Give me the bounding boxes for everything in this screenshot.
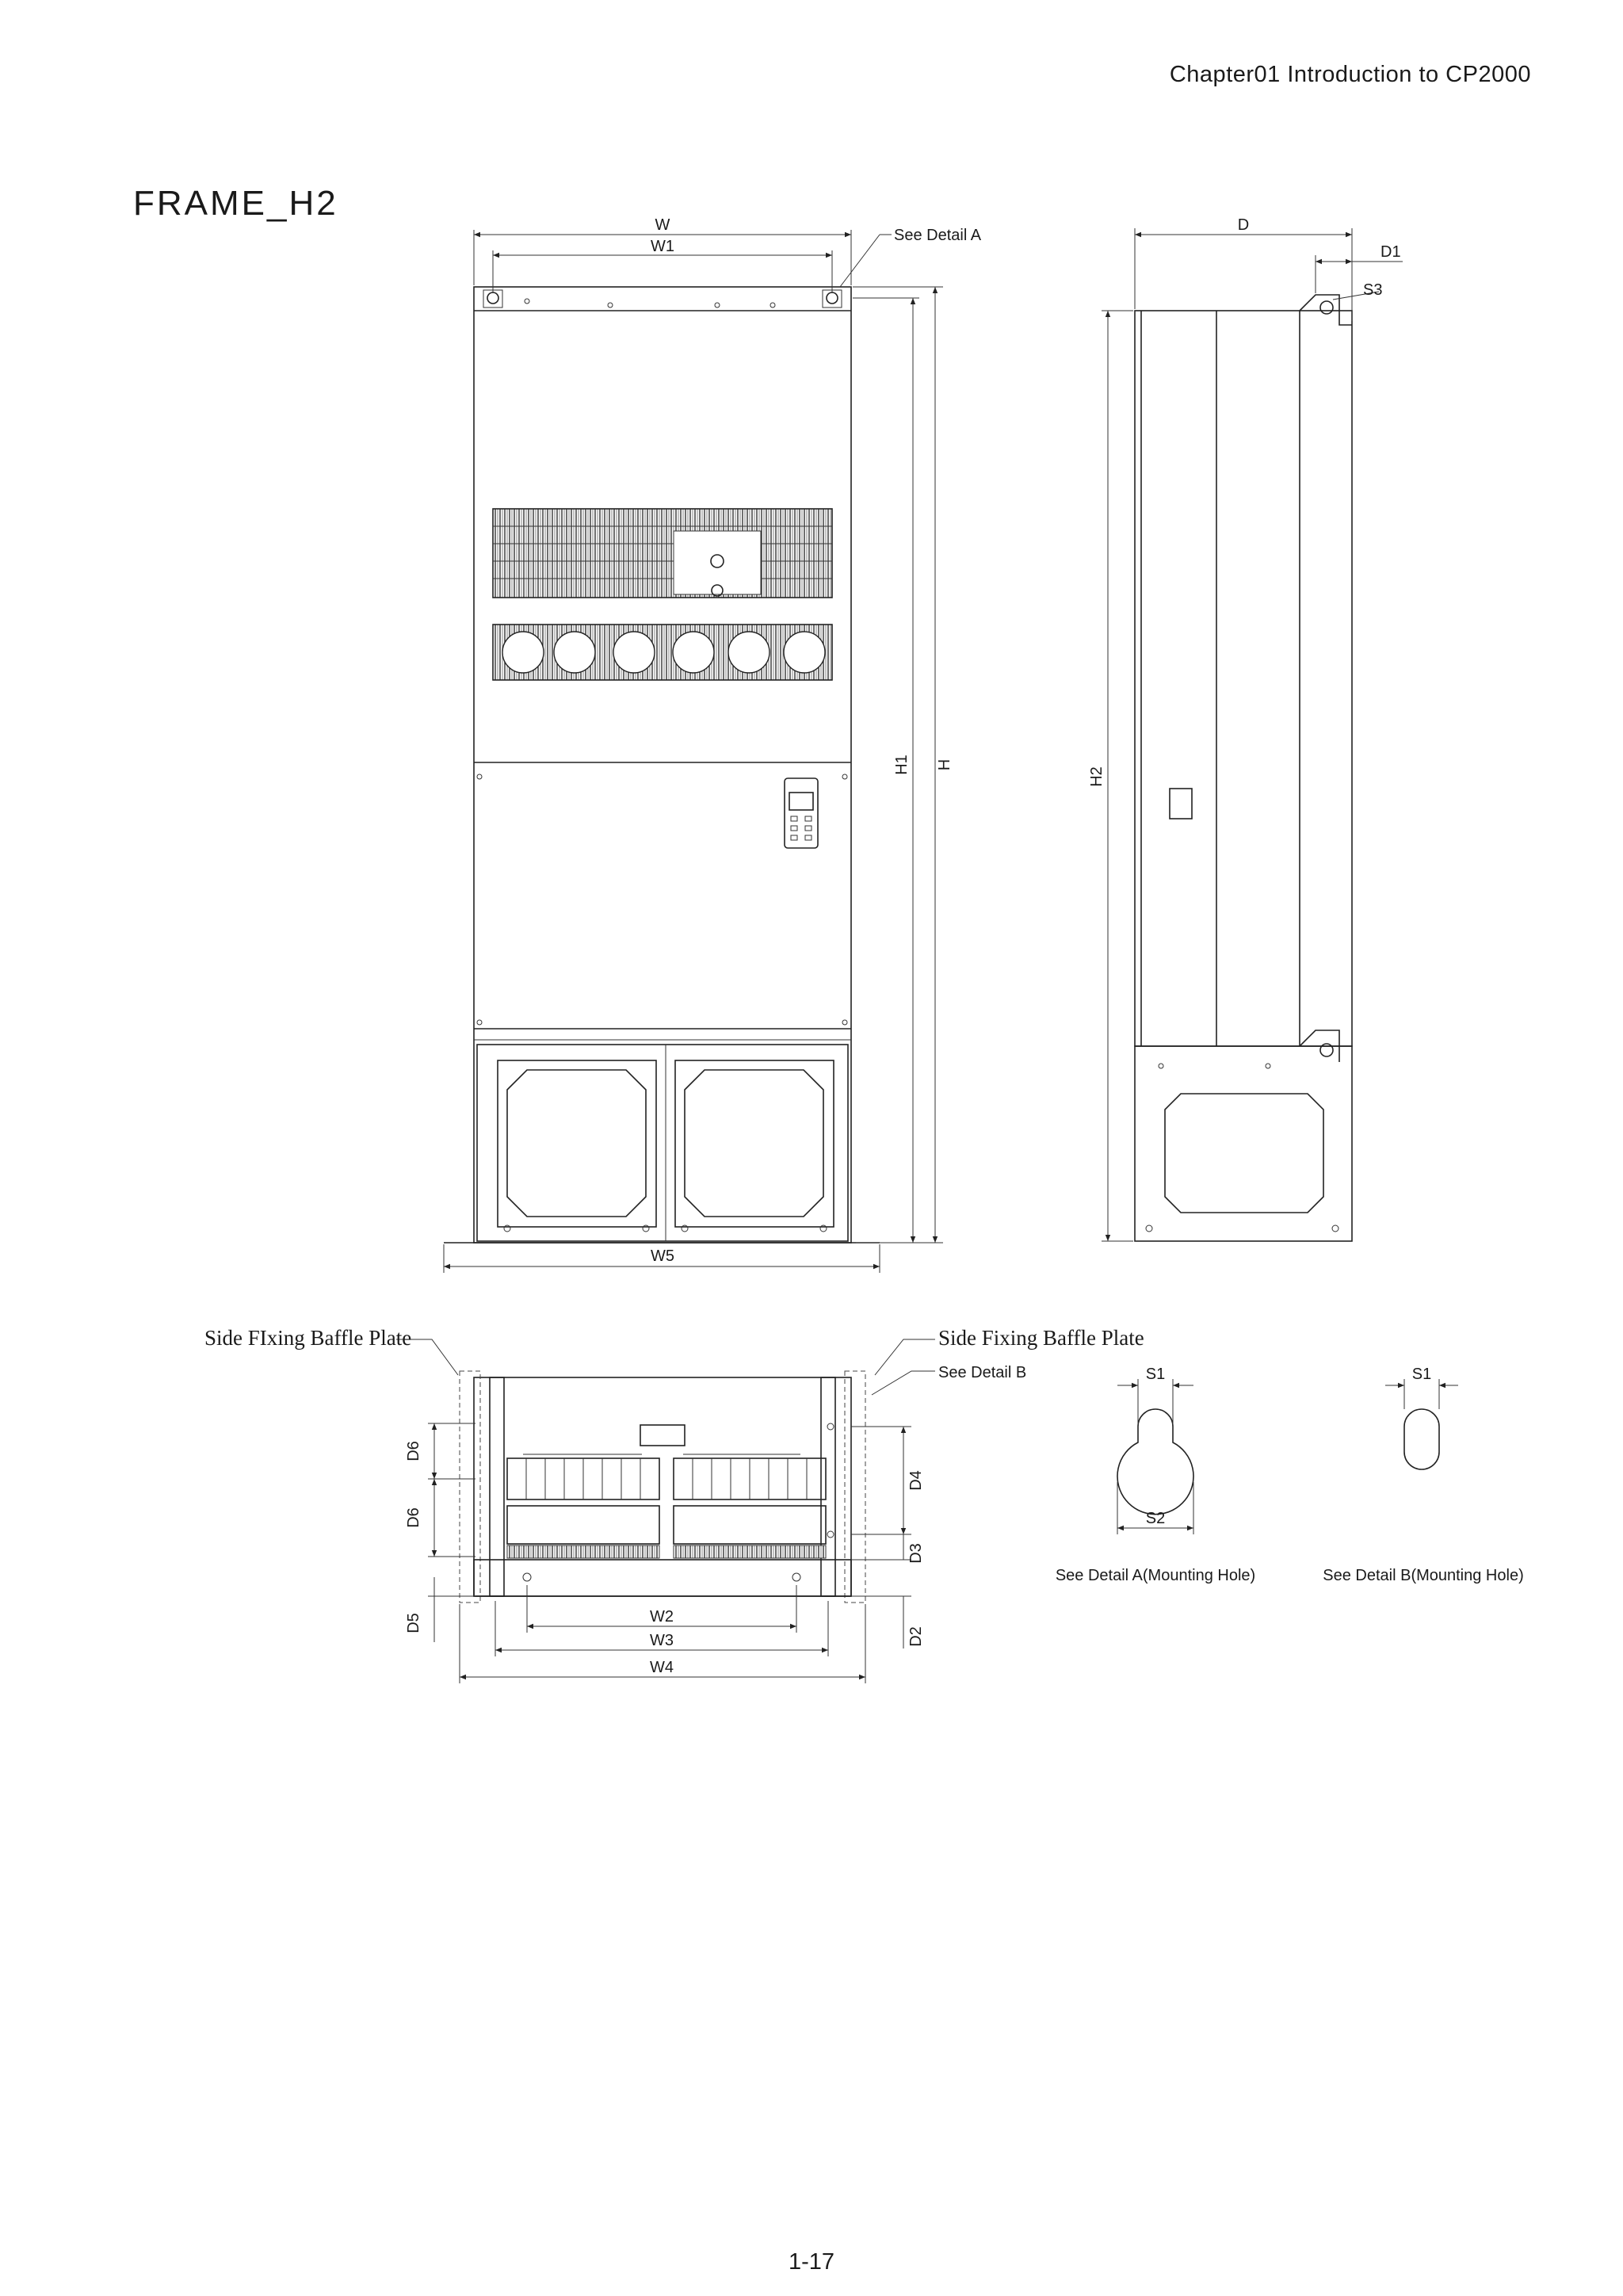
label-w: W	[655, 216, 670, 234]
label-s1-detail-a: S1	[1145, 1366, 1166, 1383]
bottom-view	[460, 1371, 865, 1603]
terminal-block	[507, 1458, 826, 1558]
side-fixing-plate-right: Side Fixing Baffle Plate	[938, 1326, 1144, 1350]
side-fixing-plate-left: Side FIxing Baffle Plate	[204, 1326, 412, 1350]
label-w4: W4	[650, 1659, 674, 1676]
label-h1: H1	[893, 755, 911, 775]
chapter-header: Chapter01 Introduction to CP2000	[1169, 62, 1531, 87]
detail-b-slot	[1385, 1379, 1458, 1469]
label-d: D	[1237, 216, 1250, 234]
label-d5: D5	[405, 1613, 422, 1633]
front-dimensions	[444, 230, 943, 1273]
see-detail-a-callout: See Detail A	[894, 227, 982, 244]
detail-a-caption: See Detail A(Mounting Hole)	[1055, 1567, 1256, 1584]
frame-title: FRAME_H2	[133, 184, 338, 223]
label-d3: D3	[907, 1543, 925, 1564]
label-w5: W5	[651, 1247, 674, 1265]
label-s3: S3	[1363, 281, 1383, 299]
label-d6-upper: D6	[405, 1441, 422, 1461]
label-w1: W1	[651, 238, 674, 255]
side-view	[1135, 295, 1352, 1241]
front-view	[444, 287, 880, 1243]
upper-grille	[493, 509, 832, 598]
label-d4: D4	[907, 1470, 925, 1491]
label-w3: W3	[650, 1632, 674, 1649]
see-detail-b-callout: See Detail B	[938, 1364, 1027, 1381]
label-d2: D2	[907, 1626, 925, 1647]
top-keyholes	[483, 290, 842, 308]
label-w2: W2	[650, 1608, 674, 1626]
label-s2: S2	[1145, 1510, 1166, 1527]
page-number: 1-17	[788, 2249, 835, 2275]
label-s1-detail-b: S1	[1411, 1366, 1432, 1383]
label-h: H	[936, 758, 953, 771]
side-dimensions	[1102, 228, 1403, 1241]
label-d6-lower: D6	[405, 1507, 422, 1528]
keypad	[785, 778, 818, 848]
lower-fan-bay	[477, 1045, 848, 1241]
detail-b-caption: See Detail B(Mounting Hole)	[1323, 1567, 1524, 1584]
fan-grille	[493, 625, 832, 680]
label-h2: H2	[1088, 766, 1106, 787]
label-d1: D1	[1381, 243, 1401, 261]
